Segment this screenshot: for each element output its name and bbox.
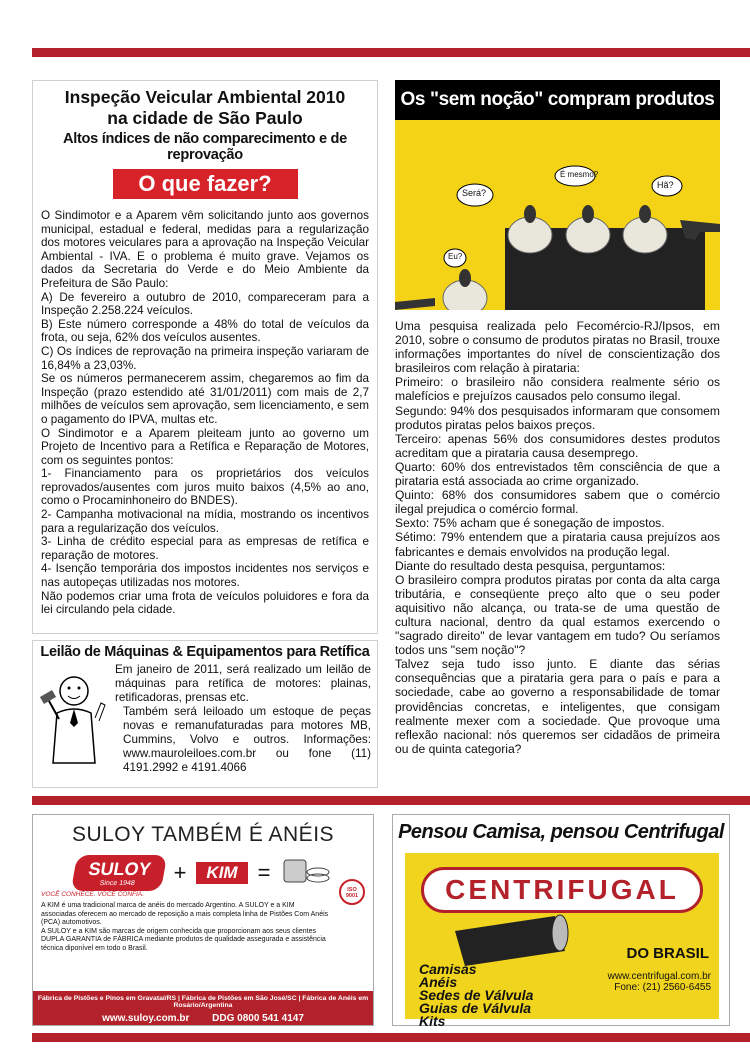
bubble-text: Será? bbox=[462, 188, 487, 198]
auction-text-1: Em janeiro de 2011, será realizado um leilão de máquinas para retífica de motores: plainas, retificadoras, prensas etc. bbox=[115, 663, 371, 704]
bubble-text: É mesmo? bbox=[560, 170, 599, 179]
product-item: Anéis bbox=[419, 974, 458, 990]
suloy-logo bbox=[70, 855, 166, 891]
suloy-website[interactable]: www.suloy.com.br bbox=[102, 1013, 190, 1024]
paragraph: O Sindimotor e a Aparem pleiteam junto ao governo um Projeto de Incentivo para a Retífica e Reparação de Motores, com os seguintes pontos: bbox=[41, 426, 369, 467]
centrifugal-website[interactable]: www.centrifugal.com.br bbox=[607, 971, 711, 982]
suloy-factories: Fábrica de Pistões e Pinos em Gravataí/RS | Fábrica de Pistões em São José/SC | Fábrica de Anéis em Rosário/Argentina bbox=[37, 995, 369, 1009]
auction-box bbox=[32, 640, 378, 788]
paragraph: 1- Financiamento para os proprietários dos veículos reprovados/ausentes com juros muito baixos (4,5% ao ano, como o Procaminhoneiro do BNDES). bbox=[41, 467, 369, 508]
suloy-text-2: A SULOY e a KIM são marcas de origem conhecida que proporcionam aos seus clientes DUPLA GARANTIA de FÁBRICA mediante produtos de qualidade assegurada e assistência técnica diponível em todo o Brasil. bbox=[41, 927, 326, 952]
article-title-line2: na cidade de São Paulo bbox=[107, 108, 303, 128]
centrifugal-panel bbox=[405, 853, 719, 1029]
product-item: Sedes de Válvula bbox=[419, 987, 534, 1003]
auction-text-2: Também será leiloado um estoque de peças novas e remanufaturadas para motores MB, Cummins, Volvo e outros. Informações: www.mauroleiloes.com.br ou fone (11) 4191.2992 e 4191.4066 bbox=[123, 705, 371, 774]
equals-sign: = bbox=[257, 860, 271, 885]
centrifugal-logo: CENTRIFUGAL bbox=[421, 867, 703, 913]
paragraph: Diante do resultado desta pesquisa, perguntamos: bbox=[395, 558, 666, 573]
centrifugal-ad bbox=[392, 814, 730, 1029]
article-subtitle: Altos índices de não comparecimento e de reprovação bbox=[62, 131, 347, 163]
paragraph: O Sindimotor e a Aparem vêm solicitando junto aos governos municipal, estadual e federal, medidas para a regularização dos motores veiculares para a aprovação na Inspeção Veicular Ambiental - IVA. E o problema é muito grave. Vejamos os dados da Secretaria do Verde e do Meio Ambiente da Prefeitura de São Paulo: bbox=[41, 209, 369, 290]
paragraph: Primeiro: o brasileiro não considera realmente sério os malefícios e prejuízos causados pelo consumo ilegal. bbox=[395, 375, 720, 404]
paragraph: Talvez seja tudo isso junto. E diante das sérias consequências que a pirataria gera para o país e para a sociedade, cabe ao governo a responsabilidade de tomar providências concretas, e inteligentes, que consigam realmente mexer com a sociedade. Que provoque uma reflexão nacional: nós queremos ser cidadãos de primeira ou de quinta categoria? bbox=[395, 657, 720, 756]
suloy-slogan: VOCÊ CONHECE. VOCÊ CONFIA. bbox=[41, 891, 144, 898]
piracy-title: Os "sem noção" compram produtos bbox=[395, 80, 720, 120]
paragraph: Quarto: 60% dos entrevistados têm consciência de que a pirataria está associada ao crime organizado. bbox=[395, 459, 720, 489]
paragraph: Sexto: 75% acham que é sonegação de impostos. bbox=[395, 516, 665, 531]
article-body bbox=[41, 209, 369, 617]
paragraph: Se os números permanecerem assim, chegaremos ao fim da Inspeção (prazo estendido até 31/01/2011) com mais de 2,7 milhões de veículos sem aprovação, sem licenciamento, e sem o pagamento do IPVA, multas etc. bbox=[41, 372, 369, 426]
suloy-text bbox=[33, 902, 339, 953]
paragraph: 3- Linha de crédito especial para as empresas de retífica e reparação de motores. bbox=[41, 535, 369, 562]
plus-sign: + bbox=[173, 860, 187, 885]
suloy-logo-text: SULOY bbox=[86, 859, 153, 879]
centrifugal-phone: Fone: (21) 2560-6455 bbox=[614, 982, 711, 993]
paragraph: 2- Campanha motivacional na mídia, mostrando os incentivos para a regularização dos veículos. bbox=[41, 508, 369, 535]
product-item: Kits bbox=[419, 1013, 446, 1029]
paragraph: Uma pesquisa realizada pelo Fecomércio-RJ/Ipsos, em 2010, sobre o consumo de produtos piratas no Brasil, trouxe informações importantes do nível de conscientização dos brasileiros com relação à pirataria: bbox=[395, 319, 720, 376]
centrifugal-headline: Pensou Camisa, pensou Centrifugal bbox=[393, 815, 729, 844]
paragraph: B) Este número corresponde a 48% do total de veículos da frota, ou seja, 62% dos veículos ausentes. bbox=[41, 317, 369, 345]
paragraph: Segundo: 94% dos pesquisados informaram que consomem produtos piratas pelos baixos preços. bbox=[395, 403, 720, 432]
paragraph: Não podemos criar uma frota de veículos poluidores e fora da lei circulando pela cidade. bbox=[41, 589, 369, 617]
kim-logo: KIM bbox=[196, 862, 247, 884]
iso-badge: ISO 9001 bbox=[339, 879, 365, 905]
suloy-since: Since 1948 bbox=[98, 880, 135, 887]
bottom-red-rule bbox=[32, 1033, 750, 1042]
product-list bbox=[419, 963, 533, 1028]
inspection-article bbox=[32, 80, 378, 634]
suloy-text-1: A KIM é uma tradicional marca de anéis do mercado Argentino. A SULOY e a KIM associadas oferecem ao mercado de reposição a mais completa linha de Pistões Com Anéis (PCA) automotivos. bbox=[41, 902, 329, 926]
auctioneer-illustration bbox=[39, 663, 109, 773]
suloy-footer bbox=[33, 991, 373, 1025]
centrifugal-subbrand: DO BRASIL bbox=[626, 945, 709, 962]
article-title-line1: Inspeção Veicular Ambiental 2010 bbox=[64, 87, 346, 107]
product-item: Guias de Válvula bbox=[419, 1000, 532, 1016]
paragraph: O brasileiro compra produtos piratas por conta da alta carga tributária, e conseqüente preço alto que o seu poder aquisitivo não alcança, ou trata-se de uma questão de cultura nacional, dentro da qual estamos exercendo o "sagrado direito" de levar vantagem em tudo? Ou seríamos todos uns "sem noção"? bbox=[395, 572, 720, 658]
piracy-article bbox=[395, 80, 720, 756]
suloy-headline: SULOY TAMBÉM É ANÉIS bbox=[71, 823, 335, 846]
paragraph: 4- Isenção temporária dos impostos incidentes nos serviços e nas autopeças utilizadas nos motores. bbox=[41, 562, 369, 590]
auction-title: Leilão de Máquinas & Equipamentos para Retífica bbox=[40, 644, 370, 660]
top-red-rule bbox=[32, 48, 750, 57]
suloy-phone: DDG 0800 541 4147 bbox=[212, 1013, 304, 1024]
piston-icon bbox=[280, 856, 332, 890]
centrifugal-contacts bbox=[608, 971, 711, 993]
paragraph: Terceiro: apenas 56% dos consumidores destes produtos acreditam que a pirataria causa desemprego. bbox=[395, 431, 720, 460]
piracy-body bbox=[395, 319, 720, 756]
paragraph: Sétimo: 79% entendem que a pirataria causa prejuízos aos fabricantes e demais envolvidos na produção legal. bbox=[395, 530, 720, 559]
bubble-text: Hã? bbox=[657, 180, 674, 190]
suloy-contacts bbox=[33, 1013, 373, 1024]
paragraph: Quinto: 68% dos consumidores sabem que o comércio ilegal prejudica o comércio formal. bbox=[395, 488, 720, 517]
callout-box: O que fazer? bbox=[113, 169, 298, 199]
sheep-illustration bbox=[395, 120, 720, 310]
paragraph: C) Os índices de reprovação na primeira inspeção variaram de 16,84% a 23,03%. bbox=[41, 344, 369, 372]
paragraph: A) De fevereiro a outubro de 2010, compareceram para a Inspeção 2.258.224 veículos. bbox=[41, 290, 369, 318]
middle-red-rule bbox=[32, 796, 750, 805]
bubble-text: Eu? bbox=[448, 252, 463, 261]
suloy-ad bbox=[32, 814, 374, 1026]
product-item: Camisas bbox=[419, 961, 477, 977]
